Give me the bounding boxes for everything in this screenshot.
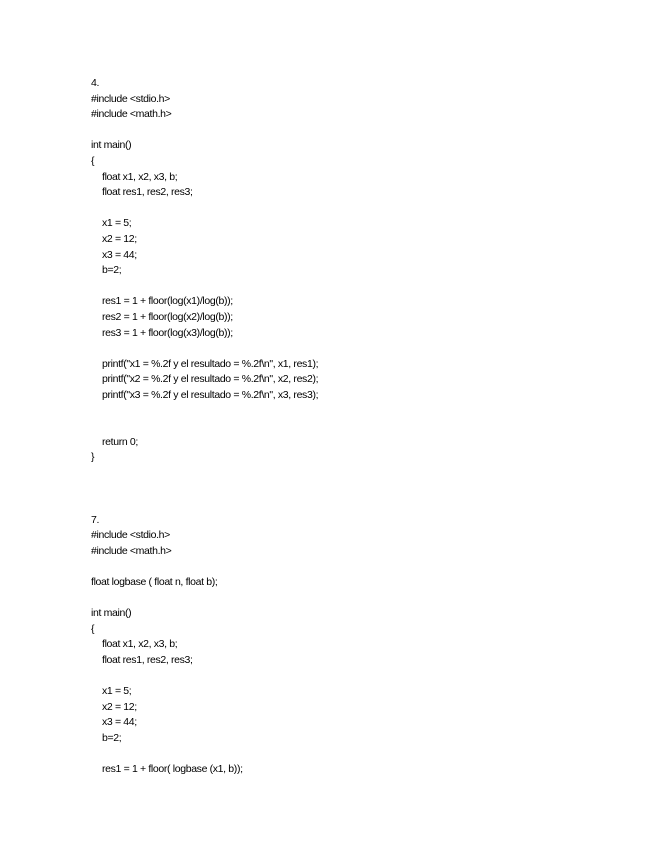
calc-res1-line: res1 = 1 + floor( logbase (x1, b)); xyxy=(102,763,243,776)
assign-x1-line: x1 = 5; xyxy=(102,685,132,698)
assign-b-line: b=2; xyxy=(102,731,122,744)
section-number: 4. xyxy=(91,77,100,89)
blank-line xyxy=(91,747,611,763)
blank-line xyxy=(91,497,611,513)
calc-res1-line: res1 = 1 + floor(log(x1)/log(b)); xyxy=(102,295,233,308)
assign-b-line: b=2; xyxy=(102,264,122,277)
calc-res2-line: res2 = 1 + floor(log(x2)/log(b)); xyxy=(102,310,233,323)
calc-res3-line: res3 = 1 + floor(log(x3)/log(b)); xyxy=(102,326,233,339)
include-stdio-line: #include <stdio.h> xyxy=(91,92,170,105)
close-brace-line: } xyxy=(91,451,95,464)
blank-line xyxy=(91,201,611,217)
blank-line xyxy=(91,123,611,139)
section-number: 7. xyxy=(91,513,100,526)
blank-line xyxy=(91,279,611,295)
declare-res-line: float res1, res2, res3; xyxy=(102,653,193,666)
assign-x3-line: x3 = 44; xyxy=(102,716,137,729)
printf1-line: printf("x1 = %.2f y el resultado = %.2f\n", x1, res1); xyxy=(102,357,319,370)
prototype-line: float logbase ( float n, float b); xyxy=(91,576,218,588)
printf3-line: printf("x3 = %.2f y el resultado = %.2f\n", x3, res3); xyxy=(102,388,319,401)
blank-line xyxy=(91,559,611,575)
open-brace-line: { xyxy=(91,154,95,167)
declare-vars-line: float x1, x2, x3, b; xyxy=(102,170,178,183)
assign-x1-line: x1 = 5; xyxy=(102,217,132,230)
assign-x3-line: x3 = 44; xyxy=(102,248,137,261)
blank-line xyxy=(91,466,611,482)
code-document xyxy=(91,76,611,778)
assign-x2-line: x2 = 12; xyxy=(102,232,137,245)
declare-res-line: float res1, res2, res3; xyxy=(102,186,193,199)
declare-vars-line: float x1, x2, x3, b; xyxy=(102,638,178,651)
include-math-line: #include <math.h> xyxy=(91,544,172,557)
include-stdio-line: #include <stdio.h> xyxy=(91,529,170,542)
blank-line xyxy=(91,403,611,419)
printf2-line: printf("x2 = %.2f y el resultado = %.2f\n", x2, res2); xyxy=(102,373,319,386)
open-brace-line: { xyxy=(91,622,95,635)
assign-x2-line: x2 = 12; xyxy=(102,700,137,713)
blank-line xyxy=(91,419,611,435)
main-signature-line: int main() xyxy=(91,139,132,152)
blank-line xyxy=(91,591,611,607)
blank-line xyxy=(91,481,611,497)
blank-line xyxy=(91,341,611,357)
return-line: return 0; xyxy=(102,435,138,448)
blank-line xyxy=(91,669,611,685)
include-math-line: #include <math.h> xyxy=(91,108,172,121)
main-signature-line: int main() xyxy=(91,607,132,620)
